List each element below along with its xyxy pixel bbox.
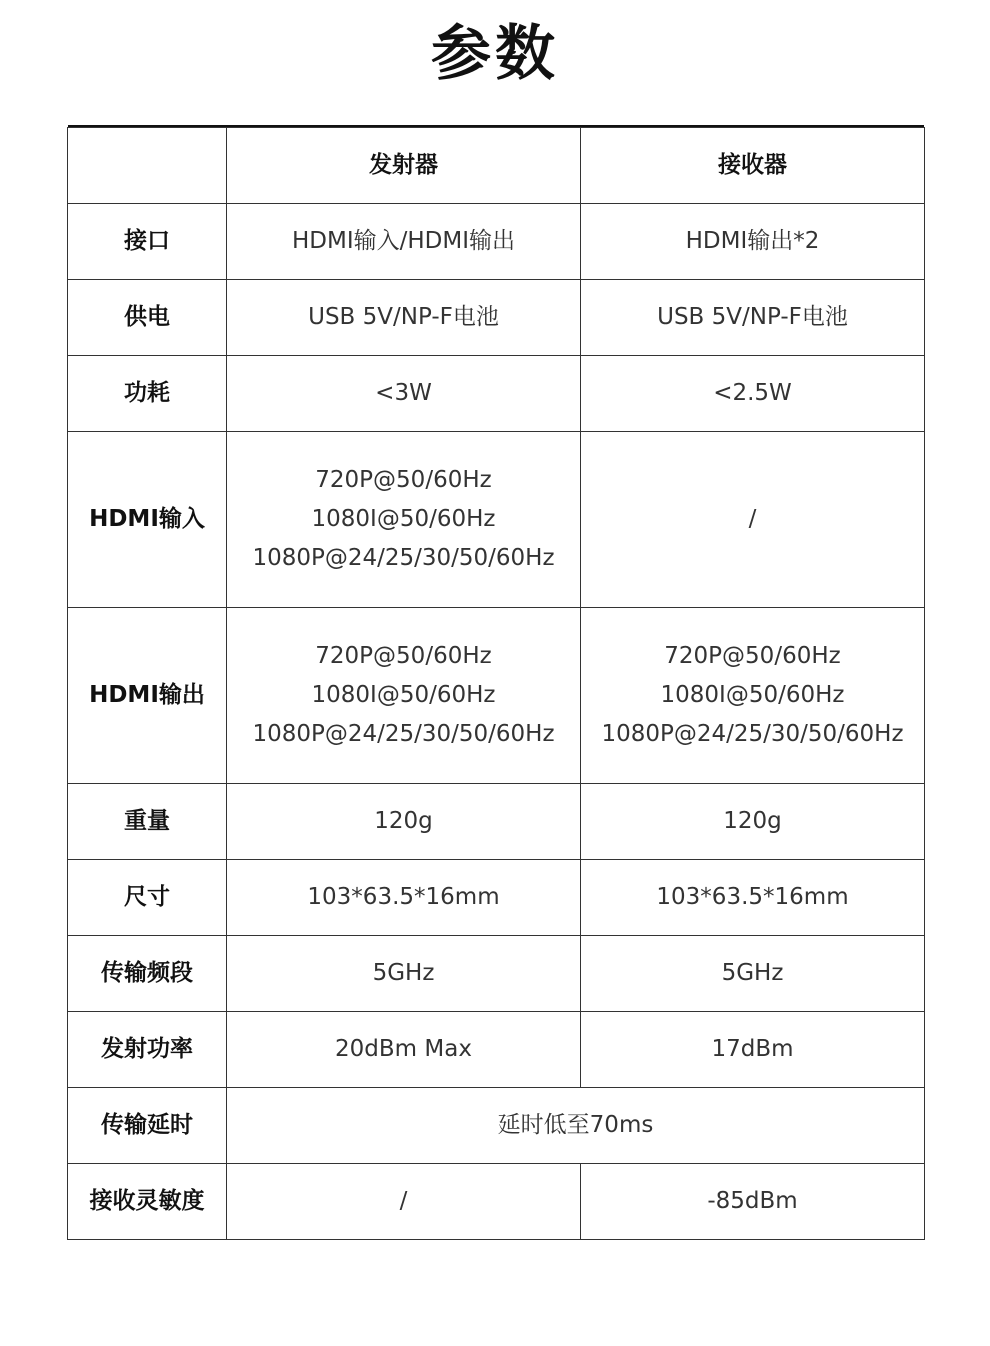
- transmitter-cell-line: 120g: [374, 808, 433, 834]
- transmitter-cell: [227, 860, 581, 936]
- table-row: [68, 936, 925, 1012]
- receiver-cell: [581, 860, 925, 936]
- receiver-cell: [581, 784, 925, 860]
- receiver-cell-line: 1080I@50/60Hz: [660, 682, 845, 708]
- row-label: 尺寸: [68, 860, 227, 936]
- receiver-cell: [581, 608, 925, 784]
- table-row: [68, 1088, 925, 1164]
- receiver-cell-line: 5GHz: [721, 960, 784, 986]
- table-row: [68, 432, 925, 608]
- transmitter-cell: [227, 608, 581, 784]
- transmitter-cell-line: <3W: [375, 380, 432, 406]
- receiver-cell-line: 17dBm: [711, 1036, 794, 1062]
- receiver-cell-line: 720P@50/60Hz: [664, 643, 841, 669]
- transmitter-cell: [227, 280, 581, 356]
- row-label: 功耗: [68, 356, 227, 432]
- receiver-cell-line: 120g: [723, 808, 782, 834]
- transmitter-cell-line: 1080I@50/60Hz: [311, 506, 496, 532]
- row-label: 重量: [68, 784, 227, 860]
- transmitter-cell: [227, 204, 581, 280]
- header-cell-empty: [68, 128, 227, 204]
- spec-table: [67, 127, 925, 1240]
- receiver-cell: [581, 1012, 925, 1088]
- table-row: [68, 1012, 925, 1088]
- transmitter-cell-line: 1080I@50/60Hz: [311, 682, 496, 708]
- merged-value-cell: 延时低至70ms: [227, 1088, 925, 1164]
- receiver-cell-line: 103*63.5*16mm: [656, 884, 849, 910]
- header-cell-receiver: 接收器: [581, 128, 925, 204]
- transmitter-cell: [227, 432, 581, 608]
- table-row: [68, 356, 925, 432]
- row-label: 传输延时: [68, 1088, 227, 1164]
- row-label: HDMI输入: [68, 432, 227, 608]
- transmitter-cell-line: HDMI输入/HDMI输出: [291, 228, 515, 254]
- transmitter-cell: [227, 784, 581, 860]
- receiver-cell: [581, 1164, 925, 1240]
- transmitter-cell: [227, 936, 581, 1012]
- receiver-cell: [581, 204, 925, 280]
- row-label: 接收灵敏度: [68, 1164, 227, 1240]
- receiver-cell-line: <2.5W: [713, 380, 792, 406]
- row-label: 发射功率: [68, 1012, 227, 1088]
- page-title: 参数: [431, 19, 559, 89]
- transmitter-cell-line: 720P@50/60Hz: [315, 643, 492, 669]
- table-header-row: [68, 128, 925, 204]
- receiver-cell-line: 1080P@24/25/30/50/60Hz: [601, 721, 904, 747]
- transmitter-cell-line: /: [399, 1188, 408, 1214]
- table-row: [68, 608, 925, 784]
- transmitter-cell-line: 103*63.5*16mm: [307, 884, 500, 910]
- receiver-cell: [581, 280, 925, 356]
- row-label: HDMI输出: [68, 608, 227, 784]
- row-label: 传输频段: [68, 936, 227, 1012]
- transmitter-cell-line: 1080P@24/25/30/50/60Hz: [252, 545, 555, 571]
- table-row: [68, 860, 925, 936]
- receiver-cell: [581, 432, 925, 608]
- receiver-cell-line: -85dBm: [707, 1188, 798, 1214]
- receiver-cell: [581, 936, 925, 1012]
- transmitter-cell: [227, 356, 581, 432]
- row-label: 接口: [68, 204, 227, 280]
- transmitter-cell: [227, 1012, 581, 1088]
- transmitter-cell-line: 5GHz: [372, 960, 435, 986]
- transmitter-cell-line: USB 5V/NP-F电池: [308, 304, 499, 330]
- table-row: [68, 280, 925, 356]
- table-row: [68, 204, 925, 280]
- transmitter-cell-line: 1080P@24/25/30/50/60Hz: [252, 721, 555, 747]
- table-row: [68, 784, 925, 860]
- receiver-cell: [581, 356, 925, 432]
- transmitter-cell: [227, 1164, 581, 1240]
- receiver-cell-line: /: [748, 506, 757, 532]
- transmitter-cell-line: 720P@50/60Hz: [315, 467, 492, 493]
- row-label: 供电: [68, 280, 227, 356]
- header-cell-transmitter: 发射器: [227, 128, 581, 204]
- receiver-cell-line: HDMI输出*2: [685, 228, 820, 254]
- table-row: [68, 1164, 925, 1240]
- transmitter-cell-line: 20dBm Max: [335, 1036, 472, 1062]
- receiver-cell-line: USB 5V/NP-F电池: [657, 304, 848, 330]
